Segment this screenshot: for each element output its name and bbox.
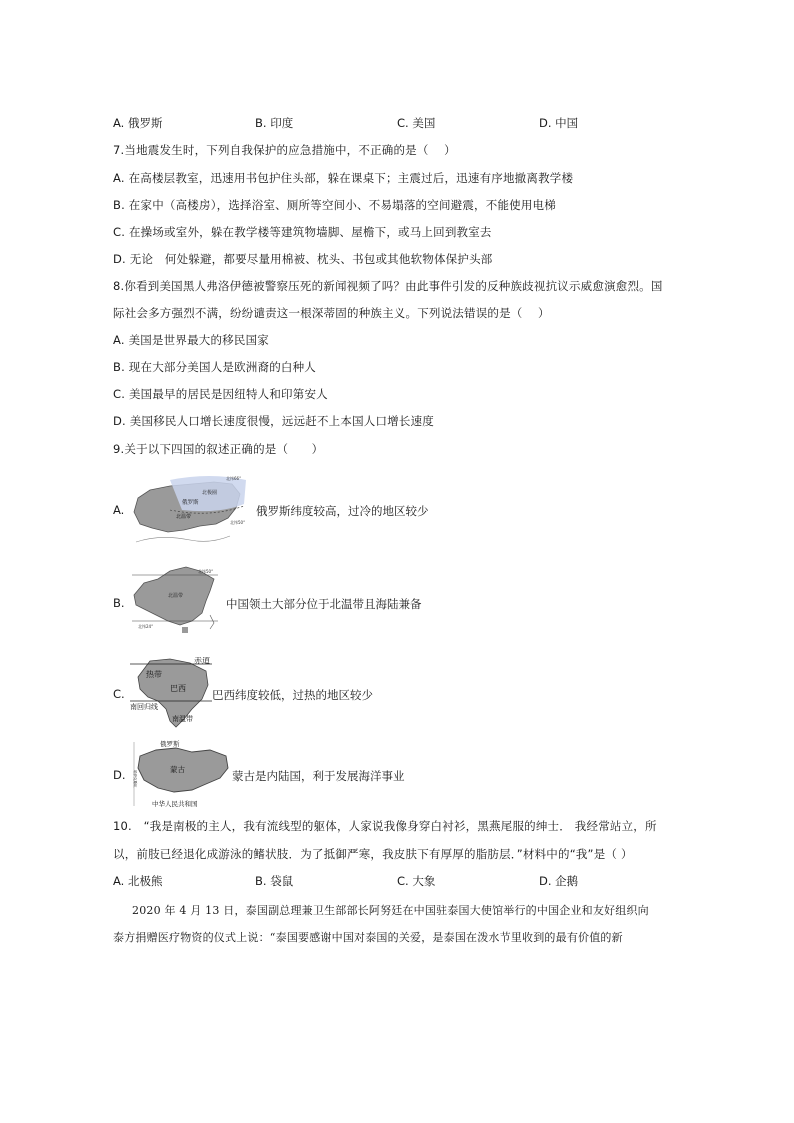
q7-stem: 7.当地震发生时，下列自我保护的应急措施中，不正确的是（ ）	[113, 143, 456, 157]
brazil-equator-label: 赤道	[194, 657, 210, 665]
passage-line2: 泰方捐赠医疗物资的仪式上说：“泰国要感谢中国对泰国的关爱，是泰国在泼水节里收到的最有价值的新	[113, 931, 623, 944]
q10-line2: 以，前肢已经退化成游泳的鳍状肢．为了抵御严寒，我皮肤下有厚厚的脂肪层．”材料中的“我”是（ ）	[113, 847, 633, 861]
china-map-image	[130, 565, 220, 637]
brazil-south-zone-label: 南温带	[172, 715, 193, 723]
q8-stem-line2: 际社会多方强烈不满，纷纷谴责这一根深蒂固的种族主义。下列说法错误的是（ ）	[113, 306, 550, 320]
q9-b-letter: B.	[113, 596, 125, 610]
q10-option-a: A. 北极熊	[113, 874, 163, 888]
mongolia-map-image	[130, 736, 234, 812]
russia-lat66-label: 北纬66°	[226, 476, 242, 481]
q8-option-c: C. 美国最早的居民是因纽特人和印第安人	[113, 387, 328, 401]
russia-arctic-label: 北极圈	[202, 490, 218, 496]
q9-d-letter: D.	[113, 768, 126, 782]
russia-name-label: 俄罗斯	[182, 500, 199, 506]
china-lat50-label: 北纬50°	[198, 569, 214, 574]
q8-option-b: B. 现在大部分美国人是欧洲裔的白种人	[113, 360, 316, 374]
passage-line1: 2020 年 4 月 13 日，泰国副总理兼卫生部部长阿努廷在中国驻泰国大使馆举行的中国企业和友好组织向	[132, 904, 649, 917]
russia-zone-label: 北温带	[176, 514, 192, 520]
q7-option-a: A. 在高楼层教室，迅速用书包护住头部，躲在课桌下；主震过后，迅速有序地撤离教学楼	[113, 171, 574, 185]
q6-options	[0, 115, 794, 131]
q10-option-d: D. 企鹅	[539, 874, 579, 888]
q6-option-a: A. 俄罗斯	[113, 116, 163, 130]
russia-lat50-label: 北纬50°	[230, 520, 246, 525]
china-lat24-label: 北纬24°	[138, 624, 154, 629]
q7-option-c: C. 在操场或室外，躲在教学楼等建筑物墙脚、屋檐下，或马上回到教室去	[113, 225, 492, 239]
mongolia-russia-label: 俄罗斯	[160, 740, 180, 748]
q7-option-d: D. 无论 何处躲避，都要尽量用棉被、枕头、书包或其他软物体保护头部	[113, 252, 493, 266]
china-zone-label: 北温带	[168, 593, 184, 599]
brazil-tropic-label: 南回归线	[130, 703, 158, 711]
q6-option-c: C. 美国	[397, 116, 436, 130]
q6-option-d: D. 中国	[539, 116, 579, 130]
russia-map-image	[130, 474, 248, 546]
mongolia-china-label: 中华人民共和国	[152, 800, 198, 808]
brazil-tropic-zone-label: 热带	[146, 670, 162, 679]
q9-d-text: 蒙古是内陆国，利于发展海洋事业	[232, 769, 405, 783]
q10-line1: 10. “我是南极的主人，我有流线型的躯体，人家说我像身穿白衬衫，黑燕尾服的绅士． 我经常站立，所	[113, 819, 657, 833]
q9-b-text: 中国领土大部分位于北温带且海陆兼备	[226, 597, 422, 611]
q10-option-b: B. 袋鼠	[255, 874, 294, 888]
mongolia-name-label: 蒙古	[170, 765, 185, 774]
q9-a-text: 俄罗斯纬度较高，过冷的地区较少	[256, 504, 429, 518]
q8-option-d: D. 美国移民人口增长速度很慢，远远赶不上本国人口增长速度	[113, 414, 434, 428]
q8-stem-line1: 8.你看到美国黑人弗洛伊德被警察压死的新闻视频了吗？由此事件引发的反种族歧视抗议示威愈演愈烈。国	[113, 279, 663, 293]
mongolia-side-label: 哈萨克斯坦	[133, 770, 137, 788]
q6-option-b: B. 印度	[255, 116, 294, 130]
q9-stem: 9.关于以下四国的叙述正确的是（ ）	[113, 442, 324, 456]
q9-a-letter: A.	[113, 503, 125, 517]
q10-options	[0, 873, 794, 889]
q9-c-text: 巴西纬度较低，过热的地区较少	[212, 688, 373, 702]
q9-c-letter: C.	[113, 687, 125, 701]
q10-option-c: C. 大象	[397, 874, 436, 888]
brazil-name-label: 巴西	[170, 684, 186, 693]
q8-option-a: A. 美国是世界最大的移民国家	[113, 333, 269, 347]
brazil-map-image	[130, 657, 212, 729]
q7-option-b: B. 在家中（高楼房），选择浴室、厕所等空间小、不易塌落的空间避震，不能使用电梯	[113, 198, 556, 212]
